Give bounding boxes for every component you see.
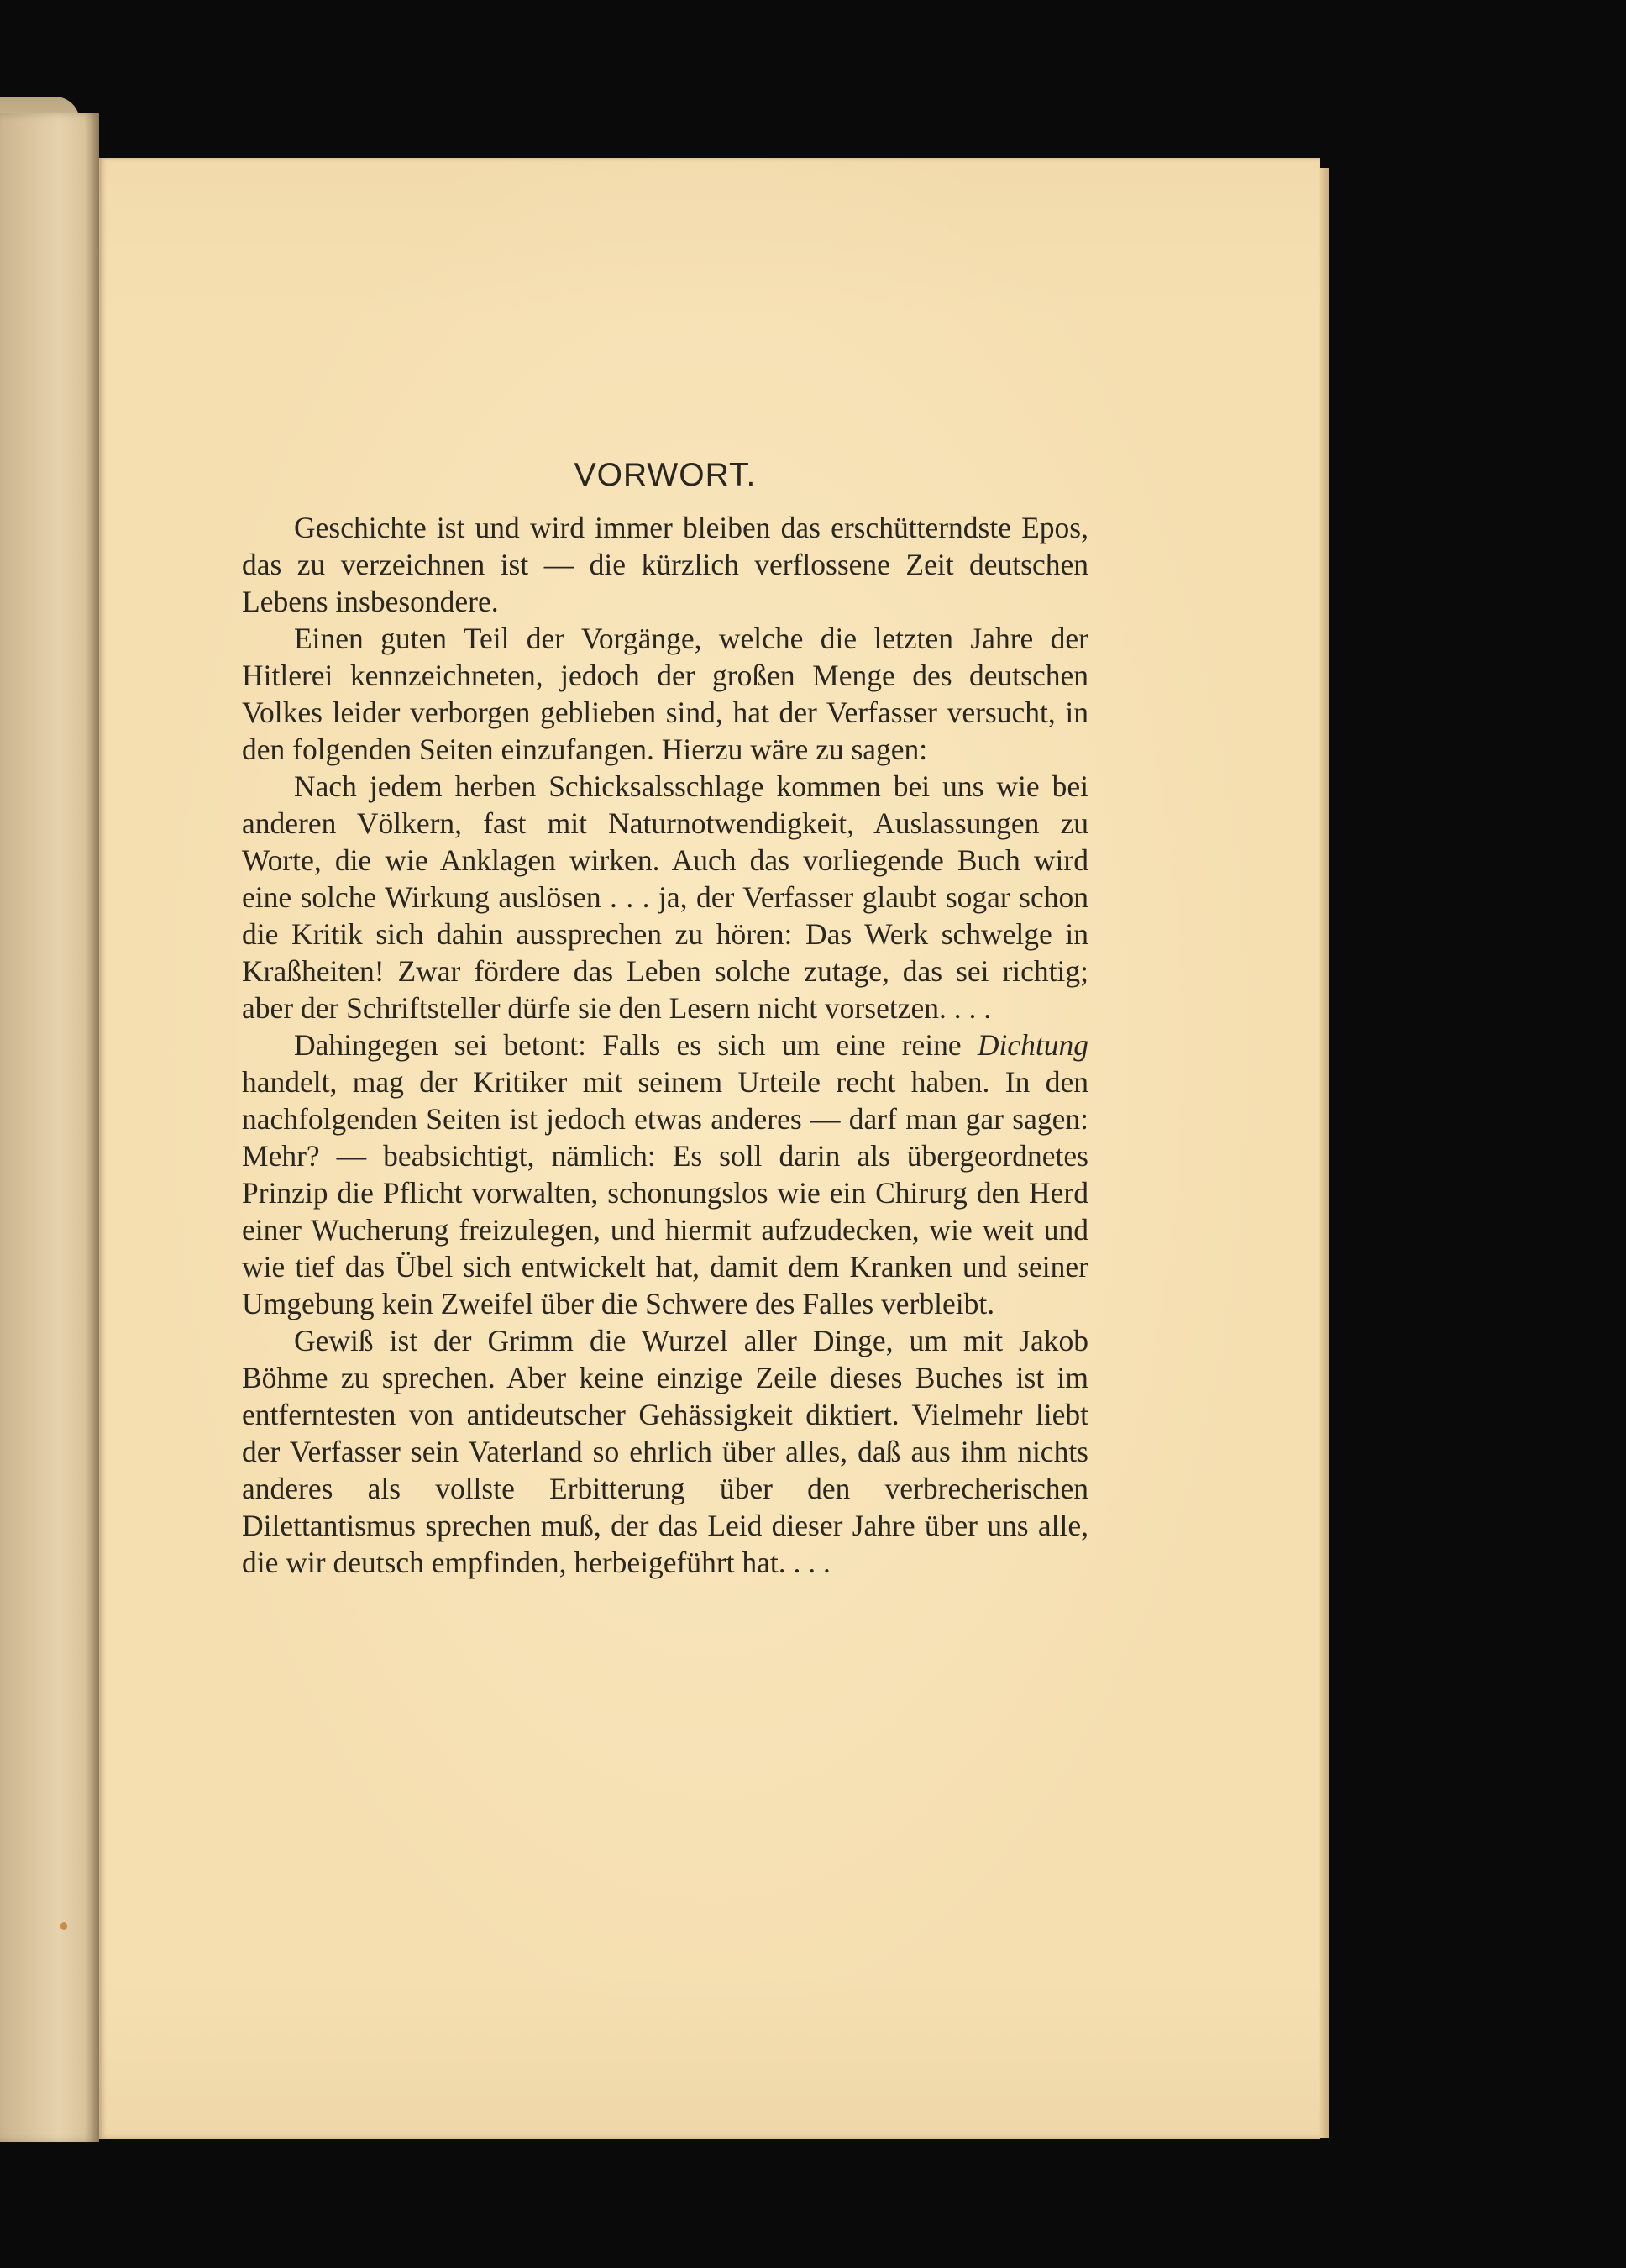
paragraph-3: Nach jedem herben Schicksalsschlage kommen bei uns wie bei anderen Völkern, fast mit Naturnotwendigkeit, Auslassungen zu Worte, die wie Anklagen wirken. Auch das vorliegende Buch wird eine solche Wirkung auslösen . . . ja, der Verfasser glaubt sogar schon die Kritik sich dahin aussprechen zu hören: Das Werk schwelge in Kraßheiten! Zwar fördere das Leben solche zutage, das sei richtig; aber der Schriftsteller dürfe sie den Lesern nicht vorsetzen. . . . <box>242 769 1088 1025</box>
paragraph-4-start: Dahingegen sei betont: Falls es sich um eine reine <box>294 1028 978 1062</box>
paragraph-2: Einen guten Teil der Vorgänge, welche die letzten Jahre der Hitlerei kennzeichneten, jedoch der großen Menge des deutschen Volkes leider verborgen geblieben sind, hat der Verfasser versucht, in den folgenden Seiten einzufangen. Hierzu wäre zu sagen: <box>242 622 1088 766</box>
paragraph-5: Gewiß ist der Grimm die Wurzel aller Dinge, um mit Jakob Böhme zu sprechen. Aber keine einzige Zeile dieses Buches ist im entferntesten von antideutscher Gehässigkeit diktiert. Vielmehr liebt der Verfasser sein Vaterland so ehrlich über alles, daß aus ihm nichts anderes als vollste Erbitterung über den verbrecherischen Dilettantismus sprechen muß, der das Leid dieser Jahre über uns alle, die wir deutsch empfinden, herbeigeführt hat. . . . <box>242 1324 1088 1579</box>
paper-stain <box>60 1922 67 1930</box>
paragraph-1: Geschichte ist und wird immer bleiben das erschütterndste Epos, das zu verzeichnen ist — die kürzlich verflossene Zeit deutschen Lebens insbesondere. <box>242 511 1088 618</box>
page-title: VORWORT. <box>574 457 757 493</box>
body-text <box>242 509 1088 1581</box>
italic-word: Dichtung <box>977 1028 1088 1062</box>
paragraph-4-end: handelt, mag der Kritiker mit seinem Urteile recht haben. In den nachfolgenden Seiten ist jedoch etwas anderes — darf man gar sagen: Mehr? — beabsichtigt, nämlich: Es soll darin als übergeordnetes Prinzip die Pflicht vorwalten, schonungslos wie ein Chirurg den Herd einer Wucherung freizulegen, und hiermit aufzudecken, wie weit und wie tief das Übel sich entwickelt hat, damit dem Kranken und seiner Umgebung kein Zweifel über die Schwere des Falles verbleibt. <box>242 1065 1088 1320</box>
previous-page-edge <box>0 113 99 2142</box>
page-edge <box>1320 168 1329 2138</box>
paragraph-4 <box>242 1026 1088 1322</box>
